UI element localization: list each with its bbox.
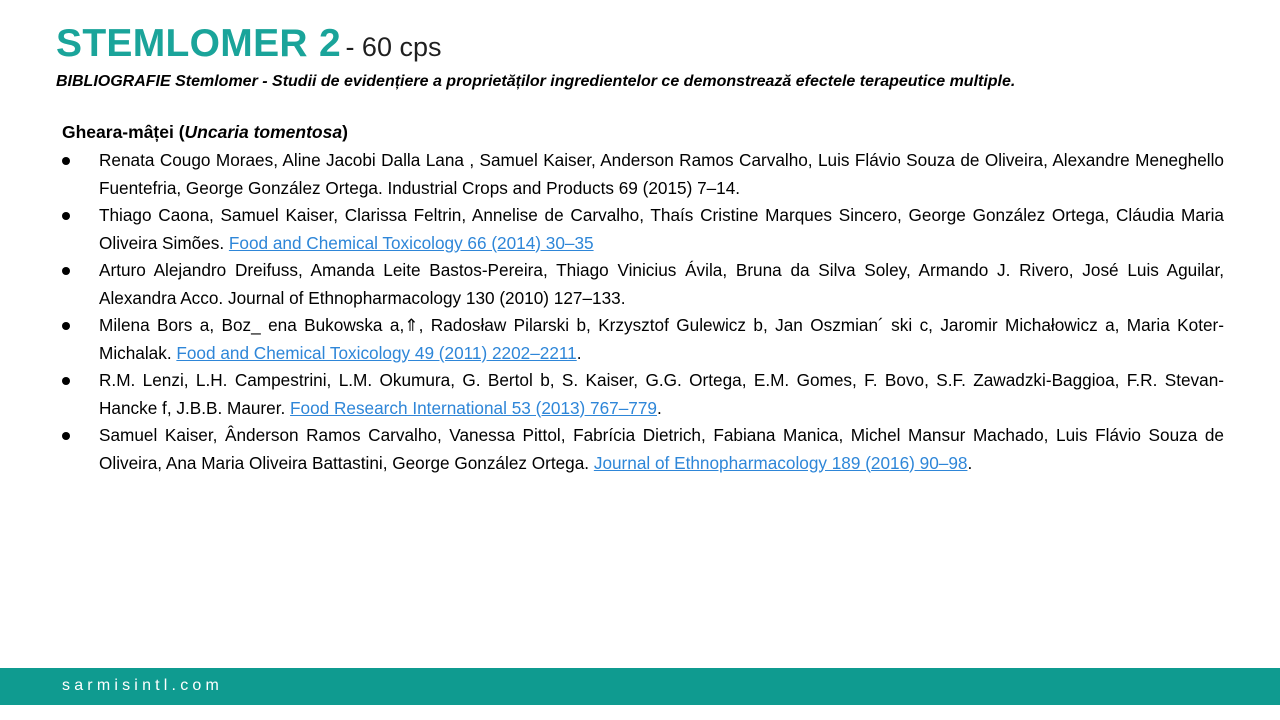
reference-period: . [576, 342, 582, 363]
bullet-icon [62, 267, 70, 275]
reference-text: Arturo Alejandro Dreifuss, Amanda Leite Bastos-Pereira, Thiago Vinicius Ávila, Bruna da Silva Soley, Armando J. Rivero, José Luis Aguilar, Alexandra Acco. Journal of Ethnopharmacology 130 (2010) 127–133. [99, 260, 1224, 308]
bullet-icon [62, 157, 70, 165]
section-heading [62, 120, 1224, 144]
reference-text: Renata Cougo Moraes, Aline Jacobi Dalla Lana , Samuel Kaiser, Anderson Ramos Carvalho, Luis Flávio Souza de Oliveira, Alexandre Meneghello Fuentefria, George González Ortega. Industrial Crops and Products 69 (2015) 7–14. [99, 150, 1224, 198]
reference-item [62, 202, 1224, 257]
section-heading-close: ) [342, 122, 348, 142]
reference-item [62, 367, 1224, 422]
page-title: STEMLOMER 2 [56, 22, 341, 65]
reference-text: Milena Bors a, Boz_ ena Bukowska a,⇑, Radosław Pilarski b, Krzysztof Gulewicz b, Jan Oszmian´ ski c, Jaromir Michałowicz a, Maria Koter-Michalak. [99, 315, 1224, 363]
reference-item [62, 422, 1224, 477]
reference-item [62, 312, 1224, 367]
bullet-icon [62, 432, 70, 440]
reference-text: Samuel Kaiser, Ânderson Ramos Carvalho, Vanessa Pittol, Fabrícia Dietrich, Fabiana Manica, Michel Mansur Machado, Luis Flávio Souza de Oliveira, Ana Maria Oliveira Battastini, George González Ortega. [99, 425, 1224, 473]
footer-website: sarmisintl.com [62, 677, 224, 694]
reference-link[interactable]: Journal of Ethnopharmacology 189 (2016) 90–98 [593, 452, 968, 473]
reference-period: . [967, 452, 973, 473]
page-subtitle: BIBLIOGRAFIE Stemlomer - Studii de evidențiere a proprietăților ingredientelor ce demonstrează efectele terapeutice multiple. [56, 73, 1016, 90]
bullet-icon [62, 322, 70, 330]
reference-item [62, 257, 1224, 312]
reference-list [62, 147, 1224, 477]
page-title-suffix: - 60 cps [345, 32, 442, 62]
reference-period: . [656, 397, 662, 418]
reference-link[interactable]: Food Research International 53 (2013) 767–779 [290, 397, 657, 418]
reference-link[interactable]: Food and Chemical Toxicology 66 (2014) 30–35 [228, 232, 594, 253]
slide-header [56, 22, 441, 66]
section-heading-latin-name: Uncaria tomentosa [184, 122, 343, 142]
bibliography-section [62, 120, 1224, 477]
bullet-icon [62, 212, 70, 220]
footer-bar [0, 668, 1280, 705]
reference-item [62, 147, 1224, 202]
reference-link[interactable]: Food and Chemical Toxicology 49 (2011) 2202–2211 [176, 342, 577, 363]
reference-text: R.M. Lenzi, L.H. Campestrini, L.M. Okumura, G. Bertol b, S. Kaiser, G.G. Ortega, E.M. Gomes, F. Bovo, S.F. Zawadzki-Baggioa, F.R. Stevan-Hancke f, J.B.B. Maurer. [99, 370, 1224, 418]
reference-text: Thiago Caona, Samuel Kaiser, Clarissa Feltrin, Annelise de Carvalho, Thaís Cristine Marques Sincero, George González Ortega, Cláudia Maria Oliveira Simões. [99, 205, 1224, 253]
bullet-icon [62, 377, 70, 385]
section-heading-main: Gheara-mâței ( [62, 122, 185, 142]
